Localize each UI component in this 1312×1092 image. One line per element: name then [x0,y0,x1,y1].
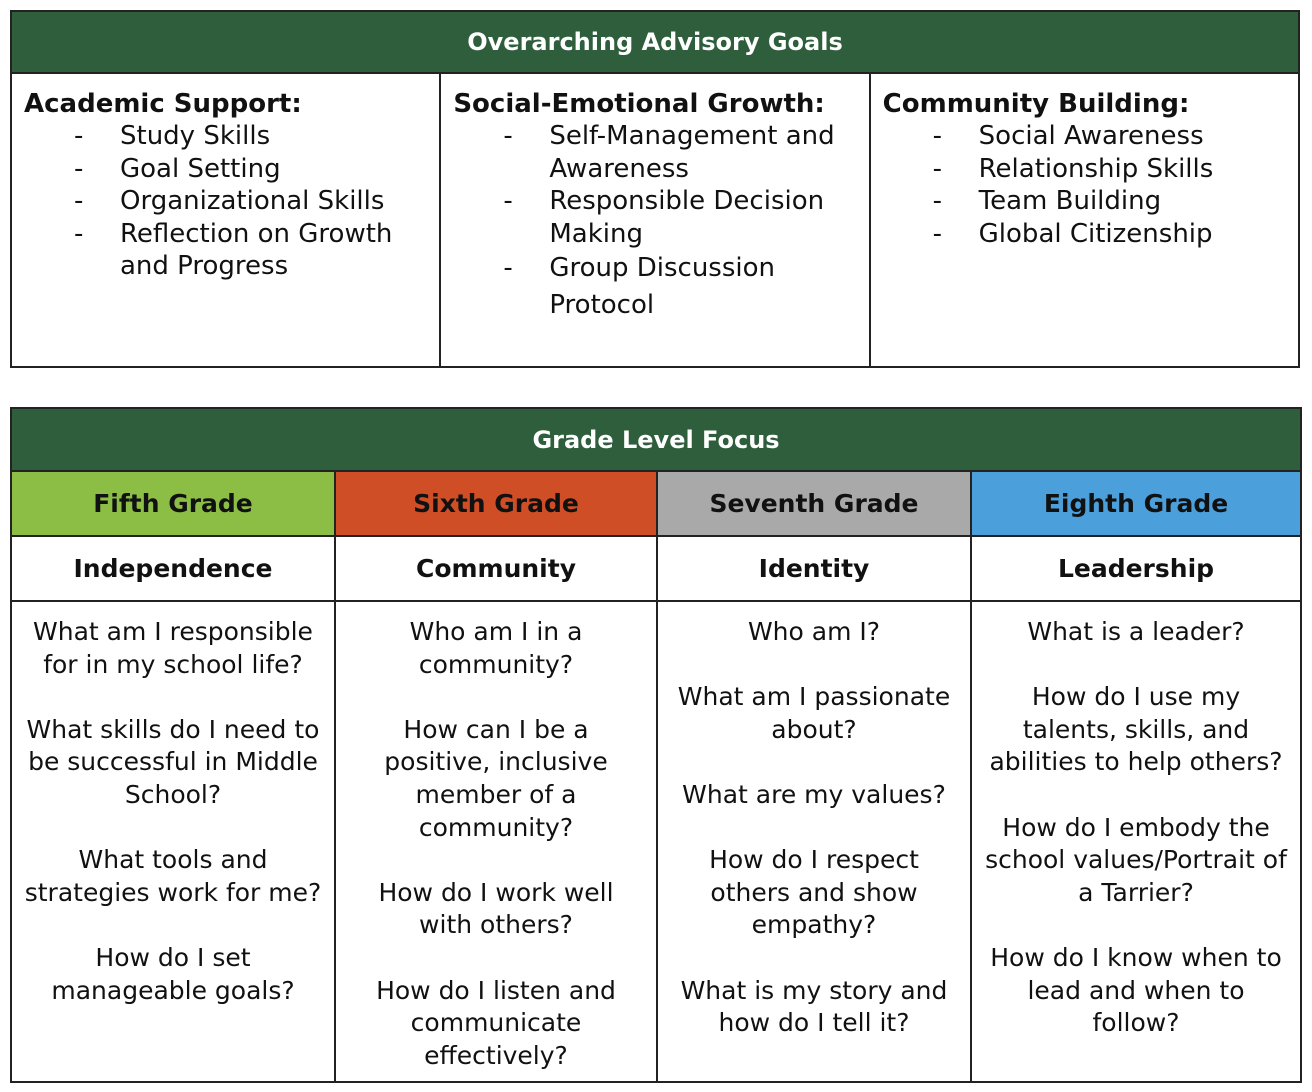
guiding-question: What am I responsible for in my school life? [33,617,313,679]
guiding-question: How can I be a positive, inclusive member of a community? [384,714,608,842]
grade-theme: Leadership [970,537,1300,600]
guiding-question: Who am I in a community? [409,617,583,679]
goal-list [24,120,427,283]
grade-theme: Independence [73,554,273,583]
goal-title: Social-Emotional Growth: [453,89,825,119]
grade-names-row [12,472,1300,537]
goal-item: - Relationship Skills [883,153,1286,186]
goal-list [453,120,856,324]
goal-item: - Reflection on Growth and Progress [24,218,427,283]
guiding-question: What am I passionate about? [677,682,951,744]
advisory-goals-table [10,10,1300,368]
goal-item: - Study Skills [24,120,427,153]
guiding-question: How do I listen and communicate effectively? [376,975,616,1070]
goal-item: - Team Building [883,185,1286,218]
grade-name-eighth: Eighth Grade [970,472,1300,535]
goal-column-social-emotional [439,74,868,368]
goal-item: - Self-Management and Awareness [453,120,856,185]
grade-questions-seventh [656,602,970,1083]
guiding-question: What is a leader? [1027,617,1245,646]
goal-title: Academic Support: [24,89,302,119]
goal-item: - Social Awareness [883,120,1286,153]
guiding-question: How do I embody the school values/Portrait of a Tarrier? [985,812,1287,907]
guiding-question: How do I know when to lead and when to follow? [990,942,1282,1038]
grade-questions-fifth [12,602,334,1083]
goal-title: Community Building: [882,89,1190,119]
goal-item: - Goal Setting [24,153,427,186]
grade-name-seventh: Seventh Grade [656,472,970,535]
guiding-question: How do I respect others and show empathy? [709,845,919,940]
grade-themes-row [12,537,1300,602]
guiding-question: How do I work well with others? [378,877,614,940]
guiding-question: What are my values? [682,779,946,809]
goal-column-community-building [869,74,1298,368]
grade-level-focus-table [10,407,1302,1083]
grade-name-sixth: Sixth Grade [334,472,656,535]
guiding-question: Who am I? [747,617,881,646]
grade-questions-eighth [970,602,1300,1083]
grade-level-focus-header: Grade Level Focus [12,409,1300,472]
guiding-question: What is my story and how do I tell it? [680,975,948,1038]
grade-name-fifth: Fifth Grade [12,472,334,535]
goal-item: - Organizational Skills [24,185,427,218]
goal-column-academic-support [12,74,439,368]
grade-questions-sixth [334,602,656,1083]
goal-item: - Group Discussion Protocol [453,250,856,324]
goal-item: - Global Citizenship [883,218,1286,251]
advisory-goals-header: Overarching Advisory Goals [12,12,1298,74]
grade-theme: Identity [656,537,970,600]
guiding-question: How do I use my talents, skills, and abilities to help others? [989,682,1283,777]
guiding-question: What tools and strategies work for me? [24,845,322,907]
guiding-question: What skills do I need to be successful in Middle School? [26,714,320,809]
guiding-question: How do I set manageable goals? [51,942,295,1005]
goal-item: - Responsible Decision Making [453,185,856,250]
grade-questions-row [12,602,1300,1083]
grade-theme: Community [334,537,656,600]
goal-list [883,120,1286,250]
